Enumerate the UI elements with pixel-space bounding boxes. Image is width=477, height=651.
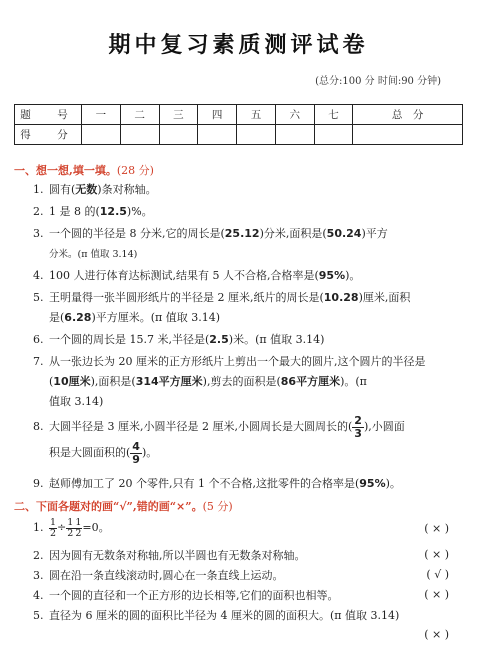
judge-mark: ( √ ) [426,568,449,581]
question-2-3 [33,566,463,586]
question-number: 6. [33,333,44,346]
section1-heading [14,162,154,178]
answer: 无数 [75,183,98,196]
question-text: 是( [49,311,65,324]
fraction: $\frac{1}{2}$ [75,516,82,539]
operator: ÷ [57,521,67,534]
page-title: 期中复习素质测评试卷 [108,32,369,58]
question-number: 1. [33,521,44,534]
judge-mark: ( × ) [424,522,449,535]
answer: 10厘米 [53,375,91,388]
question-text: )。 [345,269,361,282]
question-text: 圆在沿一条直线滚动时,圆心在一条直线上运动。 [49,569,284,582]
score-table [14,104,463,145]
question-number: 9. [33,477,44,490]
question-text: 一个圆的直径和一个正方形的边长相等,它们的面积也相等。 [49,589,339,602]
section2-title: 二、下面各题对的画“√”,错的画“×”。 [14,500,203,513]
score-cell [353,125,463,145]
question-text: )%。 [126,205,153,218]
fraction: $\frac{1}{2}$ [67,516,74,539]
question-2-2 [33,546,463,566]
score-header-cell: 四 [198,105,237,125]
question-1-1 [33,180,463,200]
score-cell [198,125,237,145]
score-cell [159,125,198,145]
question-number: 2. [33,549,44,562]
score-header-cell: 三 [159,105,198,125]
answer: 86平方厘米 [280,375,341,388]
question-text: )。 [141,446,158,459]
question-text: ),剪去的面积是( [202,375,281,388]
question-2-5 [33,606,463,626]
judge-mark: ( × ) [424,548,449,561]
question-text: =0。 [82,521,110,534]
judge-mark: ( × ) [424,628,449,641]
answer: 50.24 [326,227,362,240]
question-1-4 [33,266,463,286]
question-text: ),小圆面 [363,420,405,433]
question-text: 王明量得一张半圆形纸片的半径是 2 厘米,纸片的周长是( [49,291,324,304]
question-number: 3. [33,569,44,582]
question-1-8 [33,414,463,466]
question-text: 从一张边长为 20 厘米的正方形纸片上剪出一个最大的圆片,这个圆片的半径是 [49,355,426,368]
question-number: 7. [33,355,44,368]
exam-meta: (总分:100 分 时间:90 分钟) [315,76,441,87]
question-number: 4. [33,589,44,602]
question-1-7 [33,352,463,412]
question-text: 100 人进行体育达标测试,结果有 5 人不合格,合格率是( [49,269,319,282]
score-header-cell: 总 分 [353,105,463,125]
answer: 95% [318,269,346,282]
section2-points: (5 分) [202,500,233,513]
score-value-row [15,125,463,145]
score-header-cell: 题 号 [15,105,82,125]
score-cell [82,125,121,145]
answer: 25.12 [224,227,260,240]
answer: 12.5 [99,205,127,218]
question-text: )平方 [361,227,388,240]
score-cell [120,125,159,145]
question-text: 大圆半径是 3 厘米,小圆半径是 2 厘米,小圆周长是大圆周长的( [49,420,353,433]
question-text: 分米。(π 值取 3.14) [49,249,138,260]
question-1-2 [33,202,463,222]
question-text: )厘米,面积 [358,291,411,304]
question-text: 因为圆有无数条对称轴,所以半圆也有无数条对称轴。 [49,549,306,562]
score-header-cell: 五 [237,105,276,125]
score-header-cell: 七 [314,105,353,125]
score-cell [314,125,353,145]
answer: 10.28 [323,291,359,304]
question-text: 一个圆的半径是 8 分米,它的周长是( [49,227,225,240]
question-1-5 [33,288,463,328]
question-number: 2. [33,205,44,218]
question-text: 积是大圆面积的( [49,446,131,459]
score-header-cell: 六 [275,105,314,125]
answer: 2.5 [209,333,229,346]
question-2-4 [33,586,463,606]
question-number: 5. [33,291,44,304]
section1-title: 一、想一想,填一填。 [14,164,117,177]
question-text: 直径为 6 厘米的圆的面积比半径为 4 厘米的圆的面积大。(π 值取 3.14) [49,609,400,622]
section2-heading [14,498,233,514]
fraction: $\frac{2}{3}$ [354,413,362,440]
score-cell [237,125,276,145]
section1-points: (28 分) [116,164,154,177]
question-text: 一个圆的周长是 15.7 米,半径是( [49,333,210,346]
question-2-1 [33,516,463,540]
question-text: )平方厘米。(π 值取 3.14) [91,311,221,324]
score-header-cell: 一 [82,105,121,125]
score-row-label: 得 分 [15,125,82,145]
question-1-3 [33,224,463,265]
question-number: 3. [33,227,44,240]
judge-mark: ( × ) [424,588,449,601]
fraction: $\frac{4}{9}$ [132,439,140,466]
question-text: )条对称轴。 [97,183,157,196]
question-text: ( [49,375,54,388]
question-text: 圆有( [49,183,76,196]
answer: 314平方厘米 [135,375,203,388]
question-1-6 [33,330,463,350]
question-text: )。 [385,477,401,490]
answer: 6.28 [64,311,92,324]
question-number: 4. [33,269,44,282]
fraction: $\frac{1}{2}$ [50,516,57,539]
answer: 95% [359,477,386,490]
question-text: )分米,面积是( [259,227,327,240]
question-text: 值取 3.14) [49,395,104,408]
question-text: )米。(π 值取 3.14) [228,333,325,346]
question-text: 1 是 8 的( [49,205,100,218]
question-1-9 [33,474,463,494]
score-cell [275,125,314,145]
score-header-row [15,105,463,125]
question-number: 5. [33,609,44,622]
score-header-cell: 二 [120,105,159,125]
question-text: )。(π [340,375,367,388]
question-number: 8. [33,420,44,433]
question-text: 赵师傅加工了 20 个零件,只有 1 个不合格,这批零件的合格率是( [49,477,360,490]
question-text: ),面积是( [90,375,136,388]
question-number: 1. [33,183,44,196]
